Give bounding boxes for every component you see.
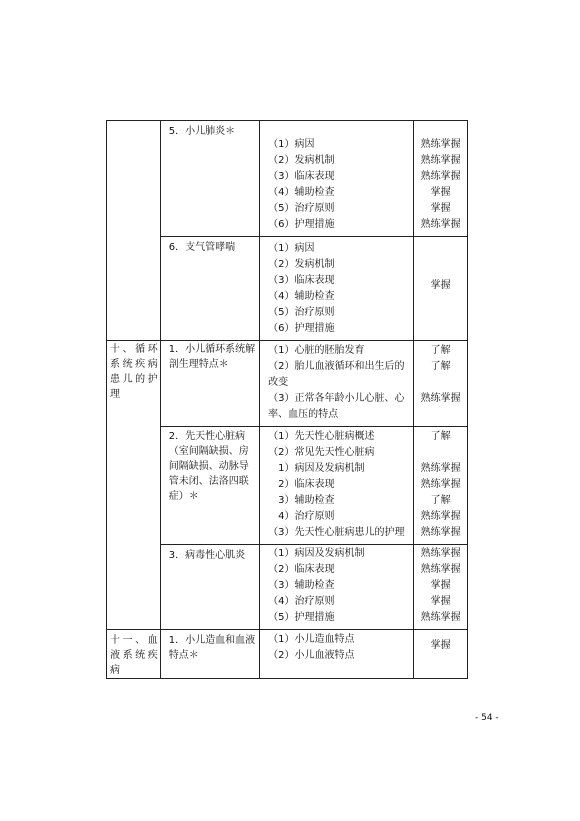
content-item: （5）治疗原则 — [268, 307, 335, 318]
level-label: 掌握 — [430, 596, 451, 607]
content-cell — [260, 427, 414, 545]
level-label — [414, 445, 467, 461]
content-item: （2）发病机制 — [268, 259, 335, 270]
level-label: 熟练掌握 — [420, 463, 461, 474]
content-cell — [260, 121, 414, 237]
content-item: （2）常见先天性心脏病 — [268, 447, 375, 458]
table-row — [107, 341, 468, 427]
table-row — [107, 237, 468, 341]
content-item: （2）发病机制 — [268, 155, 335, 166]
level-cell — [414, 341, 468, 427]
level-label: 掌握 — [430, 187, 451, 198]
table-row — [107, 545, 468, 630]
level-label: 熟练掌握 — [420, 511, 461, 522]
level-label: 熟练掌握 — [420, 171, 461, 182]
level-label: 熟练掌握 — [420, 393, 461, 404]
content-item: 1）病因及发病机制 — [278, 463, 365, 474]
topic-cell — [160, 427, 259, 545]
topic-label: 5．小儿肺炎＊ — [168, 126, 236, 137]
content-item: （2）临床表现 — [268, 564, 335, 575]
level-label: 熟练掌握 — [420, 548, 461, 559]
content-item: （3）临床表现 — [268, 275, 335, 286]
table-row — [107, 427, 468, 545]
content-item: （1）病因及发病机制 — [268, 548, 365, 559]
syllabus-table — [106, 120, 468, 679]
topic-cell — [160, 237, 259, 341]
level-label: 熟练掌握 — [420, 564, 461, 575]
unit-cell — [107, 121, 161, 341]
content-item: （3）辅助检查 — [268, 580, 335, 591]
topic-cell — [160, 341, 259, 427]
level-label: 了解 — [430, 431, 451, 442]
content-item: （3）临床表现 — [268, 171, 335, 182]
content-cell — [260, 545, 414, 630]
unit-label: 十、循环系统疾病患儿的护理 — [110, 344, 158, 400]
content-item: （1）病因 — [268, 243, 315, 254]
level-label: 了解 — [430, 361, 451, 372]
topic-label: 3．病毒性心肌炎 — [168, 550, 246, 561]
table-row — [107, 121, 468, 237]
level-cell — [414, 630, 468, 679]
content-item: （3）先天性心脏病患儿的护理 — [268, 527, 405, 538]
content-item: 3）辅助检查 — [278, 495, 335, 506]
level-label: 熟练掌握 — [420, 527, 461, 538]
content-item: （1）病因 — [268, 139, 315, 150]
level-label: 熟练掌握 — [420, 219, 461, 230]
content-item: （6）护理措施 — [268, 219, 335, 230]
content-item: （4）辅助检查 — [268, 187, 335, 198]
topic-label: 1．小儿循环系统解剖生理特点＊ — [168, 344, 256, 370]
content-item: （4）辅助检查 — [268, 291, 335, 302]
unit-cell — [107, 630, 161, 679]
level-cell — [414, 237, 468, 341]
unit-label: 十一、血液系统疾病 — [110, 635, 158, 676]
topic-cell — [160, 121, 259, 237]
content-cell — [260, 237, 414, 341]
level-label: 了解 — [430, 345, 451, 356]
content-item: （5）治疗原则 — [268, 203, 335, 214]
topic-cell — [160, 545, 259, 630]
topic-label: 1．小儿造血和血液特点＊ — [168, 635, 256, 661]
topic-cell — [160, 630, 259, 679]
topic-label: 6．支气管哮喘 — [168, 242, 236, 253]
content-item: （1）小儿造血特点 — [268, 634, 355, 645]
level-label: 熟练掌握 — [420, 612, 461, 623]
level-cell — [414, 545, 468, 630]
level-label: 掌握 — [430, 280, 451, 291]
level-label: 熟练掌握 — [420, 479, 461, 490]
level-label: 掌握 — [430, 203, 451, 214]
content-item: （6）护理措施 — [268, 323, 335, 334]
content-item: （1）先天性心脏病概述 — [268, 431, 375, 442]
content-item: （2）胎儿血液循环和出生后的改变 — [268, 361, 405, 388]
content-item: （3）正常各年龄小儿心脏、心率、血压的特点 — [268, 393, 405, 420]
content-item: （4）治疗原则 — [268, 596, 335, 607]
content-cell — [260, 341, 414, 427]
page-number: - 54 - — [475, 713, 499, 723]
table-row — [107, 630, 468, 679]
level-label: 掌握 — [430, 640, 451, 651]
content-item: 2）临床表现 — [278, 479, 335, 490]
content-cell — [260, 630, 414, 679]
content-item: 4）治疗原则 — [278, 511, 335, 522]
topic-label: 2．先天性心脏病（室间隔缺损、房间隔缺损、动脉导管未闭、法洛四联症）＊ — [168, 431, 249, 502]
level-cell — [414, 121, 468, 237]
level-label: 了解 — [430, 495, 451, 506]
unit-cell — [107, 341, 161, 630]
level-label: 熟练掌握 — [420, 139, 461, 150]
level-label: 掌握 — [430, 580, 451, 591]
level-cell — [414, 427, 468, 545]
content-item: （1）心脏的胚胎发育 — [268, 345, 365, 356]
content-item: （5）护理措施 — [268, 612, 335, 623]
content-item: （2）小儿血液特点 — [268, 650, 355, 661]
level-label: 熟练掌握 — [420, 155, 461, 166]
